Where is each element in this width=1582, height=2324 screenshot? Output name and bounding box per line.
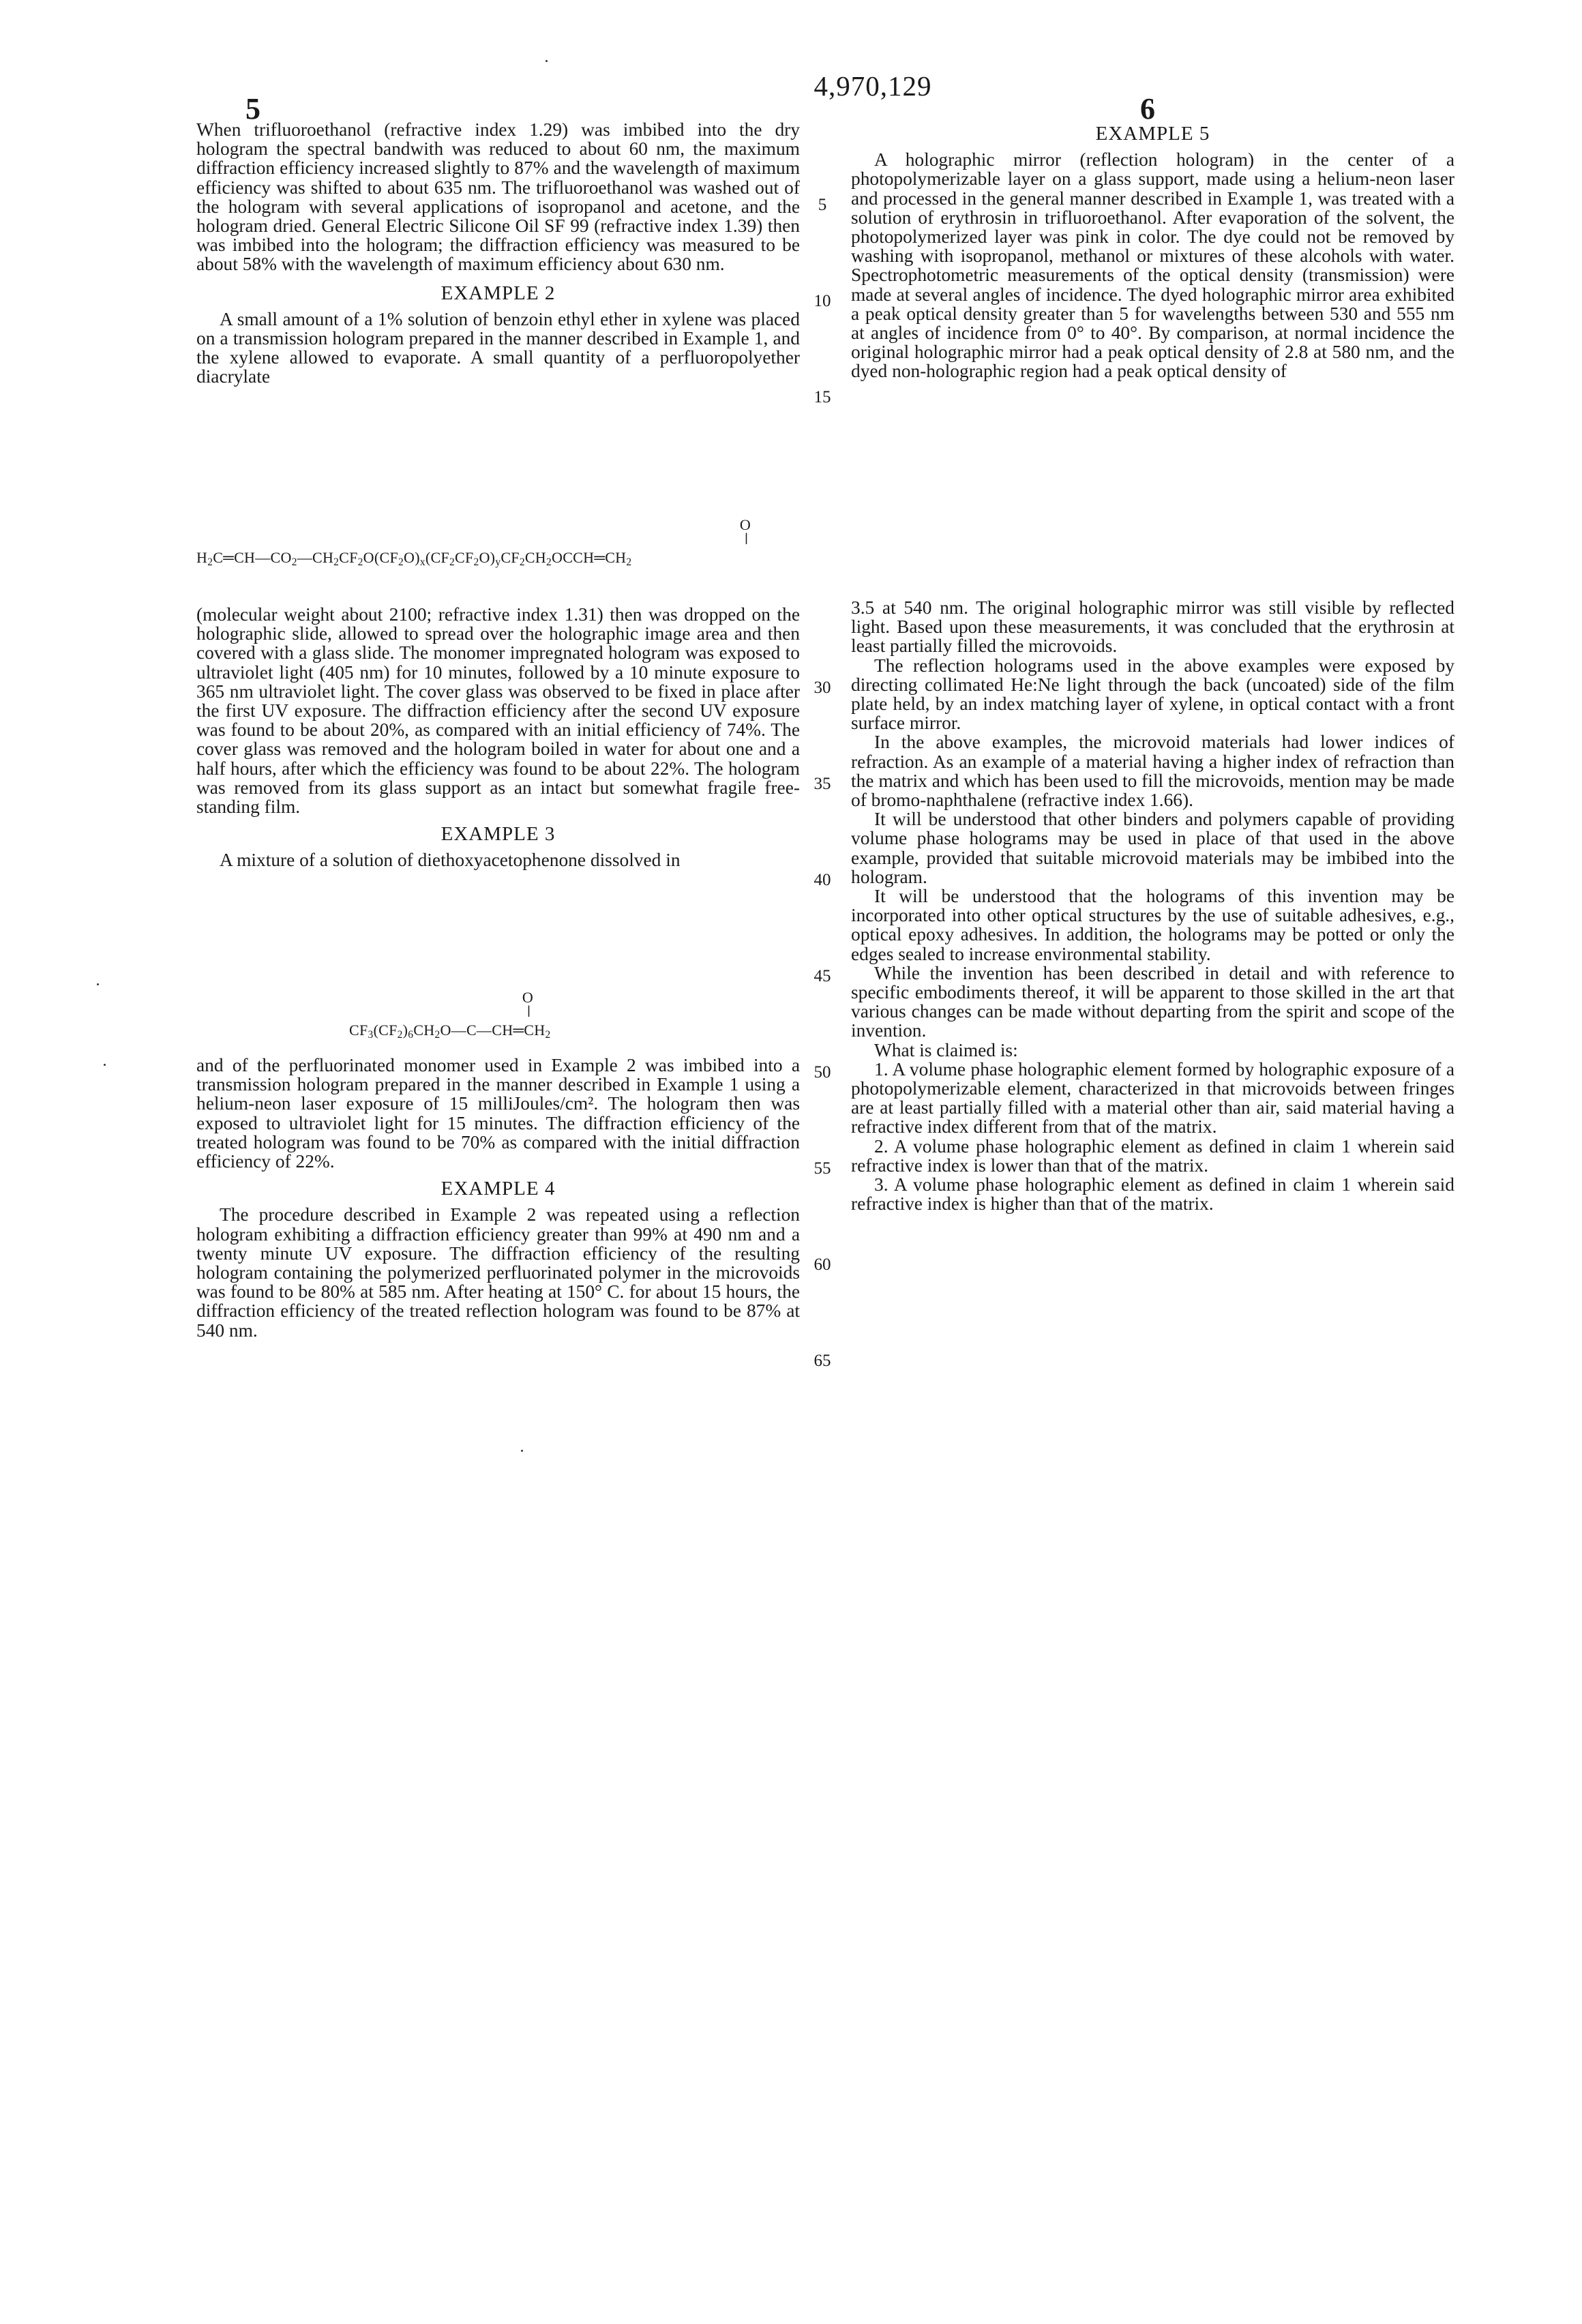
- example-5-heading: EXAMPLE 5: [1095, 123, 1210, 145]
- paragraph-example-4: The procedure described in Example 2 was repeated using a reflection hologram exhibiting a diffraction efficiency greater than 99% at 490 nm and a twenty minute UV exposure. The diffraction efficiency of the resulting hologram containing the polymerized perfluorinated polymer in the microvoids was found to be 80% at 585 nm. After heating at 150° C. for about 15 hours, the diffraction efficiency of the treated reflection hologram was found to be 87% at 540 nm.: [196, 1204, 800, 1341]
- right-column-bottom: [851, 598, 1454, 1214]
- line-number: 50: [814, 1063, 831, 1082]
- column-number-right: 6: [1140, 92, 1155, 125]
- line-number: 35: [814, 775, 831, 793]
- paragraph-example-2-continued: (molecular weight about 2100; refractive index 1.31) then was dropped on the holographic slide, allowed to spread over the holographic image area and then covered with a glass slide. The monomer impregnated hologram was exposed to ultraviolet light (405 nm) for 10 minutes, followed by a 10 minute exposure to 365 nm ultraviolet light. The cover glass was observed to be fixed in place after the first UV exposure. The diffraction efficiency after the second UV exposure was found to be about 20%, as compared with an initial efficiency of 74%. The cover glass was removed and the hologram boiled in water for about one and a half hours, after which the efficiency was found to be about 22%. The hologram was removed from its glass support as an intact but somewhat fragile free-standing film.: [196, 604, 800, 818]
- paragraph-optical-structures: It will be understood that the holograms of this invention may be incorporated into other optical structures by the use of suitable adhesives, e.g., optical epoxy adhesives. In addition, the holograms may be potted or only the edges sealed to increase environmental stability.: [851, 886, 1454, 964]
- paragraph-microvoid-materials: In the above examples, the microvoid materials had lower indices of refraction. As an example of a material having a higher index of refraction than the matrix and which has been used to fill the microvoids, mention may be made of bromo-naphthalene (refractive index 1.66).: [851, 732, 1454, 811]
- line-number: 60: [814, 1255, 831, 1274]
- formula-perfluoropolyether-diacrylate: $H_2C═CH—CO_2—CH_2CF_2O(CF_2O)_x(CF_2CF_2O)_yCF_2CH_2OCCH═CH_2$ O ||: [196, 549, 631, 569]
- paragraph-conclusion: While the invention has been described in detail and with reference to specific embodiments thereof, it will be apparent to those skilled in the art that various changes can be made without departing from the spirit and scope of the invention.: [851, 962, 1454, 1041]
- line-number: 30: [814, 679, 831, 697]
- formula-perfluoro-acrylate: $CF_3(CF_2)_6CH_2O—C—CH═CH_2$ O ||: [349, 989, 551, 1041]
- claim-3: 3. A volume phase holographic element as defined in claim 1 wherein said refractive index is higher than that of the matrix.: [851, 1174, 1454, 1215]
- paragraph-example-3-intro: A mixture of a solution of diethoxyacetophenone dissolved in: [220, 850, 681, 871]
- line-number: 55: [814, 1159, 831, 1178]
- carbonyl-group: O ||: [739, 516, 751, 544]
- left-column-bottom: [196, 1056, 800, 1340]
- claim-1: 1. A volume phase holographic element formed by holographic exposure of a photopolymerizable element, characterized in that microvoids between fringes are at least partially filled with a material other than air, said material having a refractive index different from that of the matrix.: [851, 1058, 1454, 1137]
- paragraph-trifluoroethanol: When trifluoroethanol (refractive index 1.29) was imbibed into the dry hologram the spectral bandwith was reduced to about 60 nm, the maximum diffraction efficiency increased slightly to 87% and the wavelength of maximum efficiency was shifted to about 635 nm. The trifluoroethanol was washed out of the hologram with several applications of isopropanol and acetone, and the hologram dried. General Electric Silicone Oil SF 99 (refractive index 1.39) then was imbibed into the hologram; the diffraction efficiency was measured to be about 58% with the wavelength of maximum efficiency about 630 nm.: [196, 119, 800, 275]
- example-3-heading: EXAMPLE 3: [441, 823, 556, 846]
- scan-speck: [104, 1064, 106, 1066]
- paragraph-example-3-continued: and of the perfluorinated monomer used in Example 2 was imbibed into a transmission hologram prepared in the manner described in Example 1 using a helium-neon laser exposure of 15 milliJoules/cm². The hologram then was exposed to ultraviolet light for 15 minutes. The diffraction efficiency of the treated hologram was found to be 70% as compared with the initial diffraction efficiency of 22%.: [196, 1055, 800, 1172]
- paragraph-reflection-holograms: The reflection holograms used in the above examples were exposed by directing collimated He:Ne light through the back (uncoated) side of the film plate held, by an index matching layer of xylene, in optical contact with a front surface mirror.: [851, 655, 1454, 734]
- scan-speck: [546, 60, 548, 62]
- paragraph-example-2-intro: A small amount of a 1% solution of benzoin ethyl ether in xylene was placed on a transmission hologram prepared in the manner described in Example 1, and the xylene allowed to evaporate. A small quantity of a perfluoropolyether diacrylate: [196, 308, 800, 387]
- patent-number: 4,970,129: [814, 70, 932, 102]
- column-number-left: 5: [245, 92, 260, 125]
- scan-speck: [521, 1450, 523, 1452]
- paragraph-example-5-continued: 3.5 at 540 nm. The original holographic mirror was still visible by reflected light. Based upon these measurements, it was concluded that the erythrosin at least partially filled the microvoids.: [851, 597, 1454, 657]
- paragraph-example-5: A holographic mirror (reflection hologram) in the center of a photopolymerizable layer on a glass support, made using a helium-neon laser and processed in the general manner described in Example 1, was treated with a solution of erythrosin in trifluoroethanol. After evaporation of the solvent, the photopolymerized layer was pink in color. The dye could not be removed by washing with isopropanol, methanol or mixtures of these alcohols with water. Spectrophotometric measurements of the optical density (transmission) were made at several angles of incidence. The dyed holographic mirror area exhibited a peak optical density greater than 5 for wavelengths between 530 and 555 nm at angles of incidence from 0° to 40°. By comparison, at normal incidence the original holographic mirror had a peak optical density of 2.8 at 580 nm, and the dyed non-holographic region had a peak optical density of: [851, 149, 1454, 382]
- line-number: 5: [818, 196, 827, 214]
- line-number: 65: [814, 1352, 831, 1370]
- example-2-heading: EXAMPLE 2: [441, 282, 556, 304]
- line-number: 15: [814, 388, 831, 406]
- claims-intro: What is claimed is:: [874, 1039, 1018, 1060]
- carbonyl-group: O ||: [522, 989, 534, 1017]
- paragraph-binders-polymers: It will be understood that other binders and polymers capable of providing volume phase holograms may be used in place of that used in the above example, provided that suitable microvoid materials may be imbibed into the hologram.: [851, 809, 1454, 887]
- claim-2: 2. A volume phase holographic element as defined in claim 1 wherein said refractive index is lower than that of the matrix.: [851, 1135, 1454, 1176]
- scan-speck: [97, 983, 99, 985]
- example-4-heading: EXAMPLE 4: [441, 1178, 556, 1200]
- left-column-top: [196, 120, 800, 387]
- right-column-top: [851, 120, 1454, 381]
- line-number: 40: [814, 871, 831, 889]
- line-number: 45: [814, 967, 831, 985]
- left-column-middle: [196, 605, 800, 870]
- line-number: 10: [814, 292, 831, 310]
